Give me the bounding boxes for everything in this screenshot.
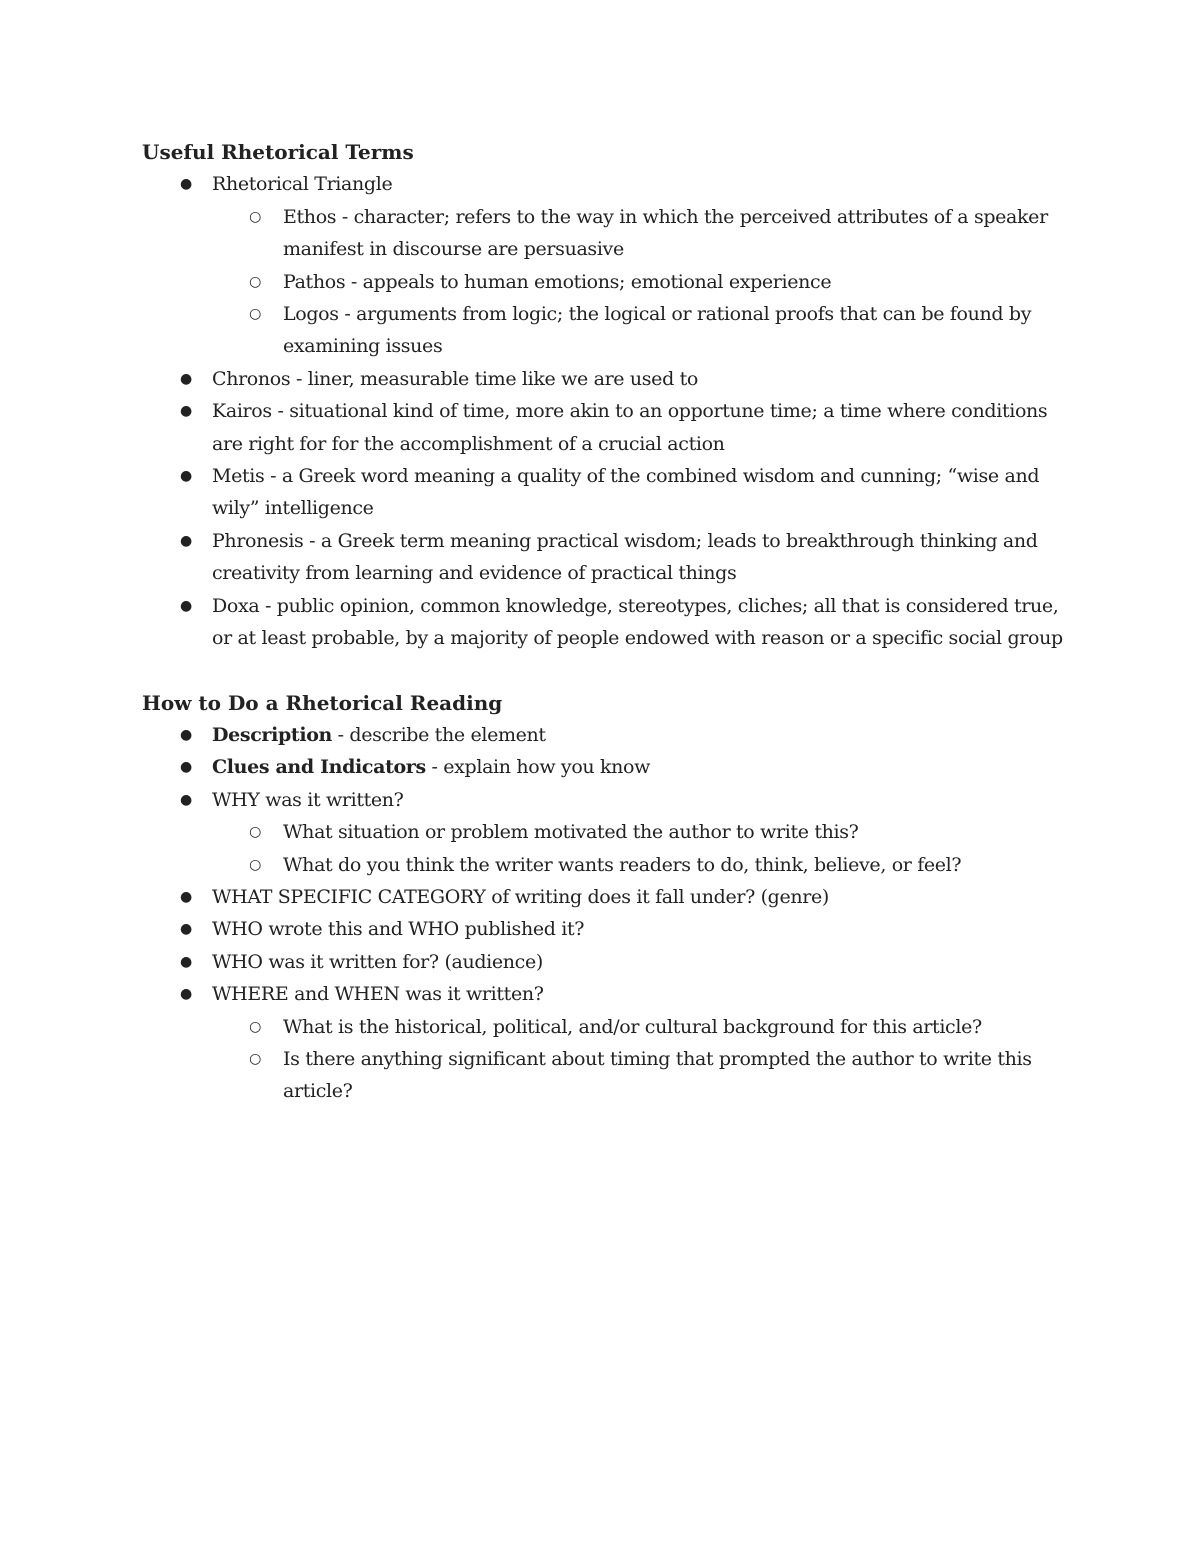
filled-bullet-icon: ● [180, 986, 192, 1003]
list-item [180, 168, 1082, 362]
hollow-bullet-icon: ○ [249, 306, 261, 323]
sub-list-item [249, 1011, 1082, 1043]
list-item [180, 460, 1082, 525]
filled-bullet-icon: ● [180, 370, 192, 387]
hollow-bullet-icon: ○ [249, 856, 261, 873]
list-item-term: Clues and Indicators [212, 756, 426, 779]
list-item [180, 395, 1082, 460]
list-item [180, 784, 1082, 881]
list-item-text: Doxa - public opinion, common knowledge, stereotypes, cliches; all that is considered true, or at least probable, by a majority of people endowed with reason or a specific social group [212, 594, 1063, 650]
filled-bullet-icon: ● [180, 532, 192, 549]
rhetorical-terms-list [142, 168, 1082, 654]
filled-bullet-icon: ● [180, 791, 192, 808]
filled-bullet-icon: ● [180, 953, 192, 970]
document-page [142, 136, 1082, 1108]
sub-list-item-text: Pathos - appeals to human emotions; emotional experience [283, 270, 832, 293]
hollow-bullet-icon: ○ [249, 824, 261, 841]
list-item-text: WHY was it written? [212, 788, 404, 811]
sub-list-item-text: What do you think the writer wants readers to do, think, believe, or feel? [283, 853, 962, 876]
sub-list-item-text: What situation or problem motivated the author to write this? [283, 821, 859, 844]
filled-bullet-icon: ● [180, 759, 192, 776]
list-item-text: Rhetorical Triangle [212, 173, 393, 196]
sub-list-item [249, 849, 1082, 881]
hollow-bullet-icon: ○ [249, 1018, 261, 1035]
filled-bullet-icon: ● [180, 403, 192, 420]
sub-list [212, 201, 1082, 363]
list-item-term: Description [212, 723, 332, 746]
list-item-text: - explain how you know [425, 756, 651, 779]
list-item [180, 881, 1082, 913]
list-item-text: Metis - a Greek word meaning a quality of the combined wisdom and cunning; “wise and wily” intelligence [212, 465, 1040, 520]
list-item [180, 913, 1082, 945]
list-item [180, 363, 1082, 395]
sub-list-item [249, 201, 1082, 266]
filled-bullet-icon: ● [180, 597, 192, 614]
list-item-text: WHO wrote this and WHO published it? [212, 918, 585, 941]
section-heading-rhetorical-reading: How to Do a Rhetorical Reading [142, 690, 503, 715]
sub-list-item [249, 816, 1082, 848]
filled-bullet-icon: ● [180, 726, 192, 743]
list-item [180, 978, 1082, 1108]
sub-list-item [249, 266, 1082, 298]
hollow-bullet-icon: ○ [249, 1050, 261, 1067]
sub-list-item-text: Ethos - character; refers to the way in which the perceived attributes of a speaker manifest in discourse are persuasive [283, 205, 1048, 261]
sub-list-item-text: Logos - arguments from logic; the logical or rational proofs that can be found by examining issues [283, 303, 1032, 358]
list-item-text: WHO was it written for? (audience) [212, 950, 543, 973]
list-item [180, 590, 1082, 655]
list-item-text: Phronesis - a Greek term meaning practical wisdom; leads to breakthrough thinking and creativity from learning and evidence of practical things [212, 529, 1038, 585]
sub-list-item [249, 298, 1082, 363]
list-item-text: Kairos - situational kind of time, more akin to an opportune time; a time where conditions are right for for the accomplishment of a crucial action [212, 400, 1048, 455]
hollow-bullet-icon: ○ [249, 208, 261, 225]
sub-list-item [249, 1043, 1082, 1108]
list-item-text: WHAT SPECIFIC CATEGORY of writing does it fall under? (genre) [212, 885, 829, 908]
section-spacer [142, 655, 1082, 687]
section-heading-rhetorical-terms: Useful Rhetorical Terms [142, 140, 414, 164]
rhetorical-reading-list [142, 719, 1082, 1108]
sub-list-item-text: What is the historical, political, and/or cultural background for this article? [283, 1015, 982, 1038]
filled-bullet-icon: ● [180, 888, 192, 905]
filled-bullet-icon: ● [180, 176, 192, 193]
list-item-text: Chronos - liner, measurable time like we are used to [212, 367, 698, 390]
list-item [180, 751, 1082, 783]
list-item [180, 525, 1082, 590]
filled-bullet-icon: ● [180, 468, 192, 485]
sub-list [212, 1011, 1082, 1108]
sub-list [212, 816, 1082, 881]
list-item-text: - describe the element [331, 723, 546, 746]
list-item-text: WHERE and WHEN was it written? [212, 983, 544, 1006]
sub-list-item-text: Is there anything significant about timing that prompted the author to write this article? [283, 1047, 1032, 1103]
list-item [180, 719, 1082, 751]
filled-bullet-icon: ● [180, 921, 192, 938]
hollow-bullet-icon: ○ [249, 273, 261, 290]
list-item [180, 946, 1082, 978]
